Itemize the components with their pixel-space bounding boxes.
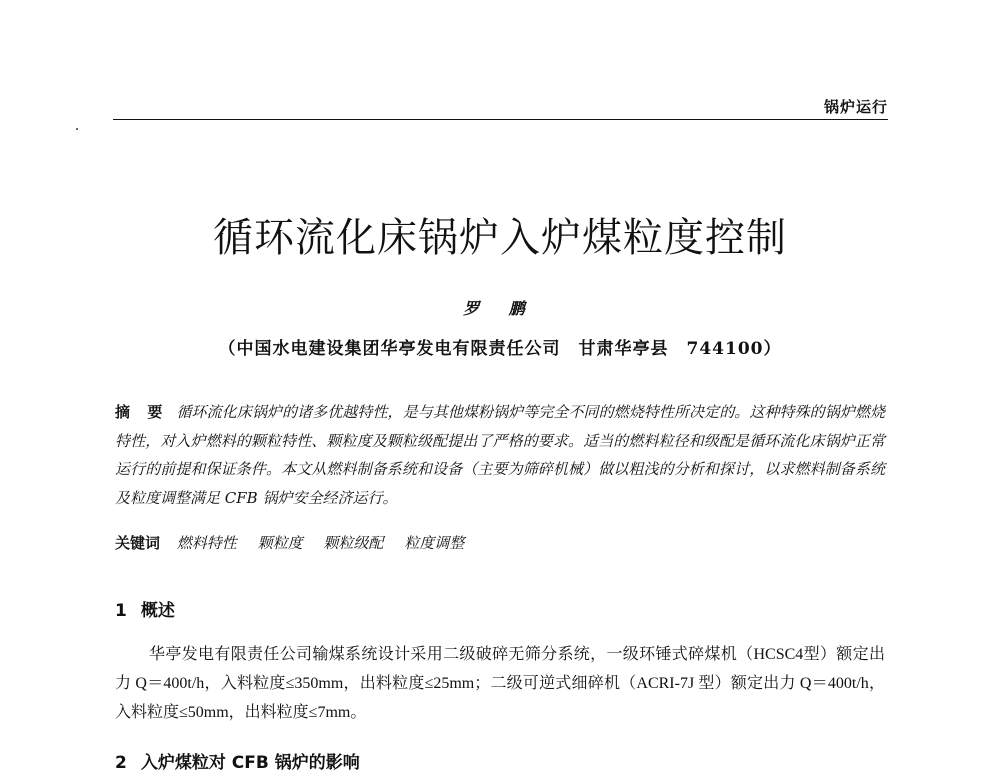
section-title: 概述 xyxy=(140,601,175,621)
keyword: 颗粒级配 xyxy=(323,534,384,552)
scan-speck xyxy=(76,128,78,130)
section-heading xyxy=(115,748,360,773)
section-title: 入炉煤粒对 CFB 锅炉的影响 xyxy=(140,753,360,773)
keywords xyxy=(115,530,480,556)
author-affiliation: （中国水电建设集团华亭发电有限责任公司 甘肃华亭县 744100） xyxy=(218,339,782,359)
author-name: 罗 鹏 xyxy=(463,299,537,318)
keywords-label: 关键词 xyxy=(115,534,161,552)
paper-title: 循环流化床锅炉入炉煤粒度控制 xyxy=(213,215,787,261)
body-paragraph: 华亭发电有限责任公司输煤系统设计采用二级破碎无筛分系统，一级环锤式碎煤机（HCSC4型）额定出力 Q＝400t/h，入料粒度≤350mm，出料粒度≤25mm；二级可逆式细碎机（ACRI-7J 型）额定出力 Q＝400t/h，入料粒度≤50mm，出料粒度≤7mm。 xyxy=(115,646,885,721)
section-number: 1 xyxy=(115,601,127,621)
running-head: 锅炉运行 xyxy=(823,98,888,116)
abstract-label: 摘 要 xyxy=(115,403,169,421)
keyword: 颗粒度 xyxy=(257,534,303,552)
section-heading xyxy=(115,596,175,621)
abstract xyxy=(115,398,885,512)
abstract-text: 循环流化床锅炉的诸多优越特性，是与其他煤粉锅炉等完全不同的燃烧特性所决定的。这种特殊的锅炉燃烧特性，对入炉燃料的颗粒特性、颗粒度及颗粒级配提出了严格的要求。适当的燃料粒径和级配是循环流化床锅炉正常运行的前提和保证条件。本文从燃料制备系统和设备（主要为筛碎机械）做以粗浅的分析和探讨，以求燃料制备系统及粒度调整满足 CFB 锅炉安全经济运行。 xyxy=(115,403,885,507)
header-rule xyxy=(113,119,888,120)
keyword: 粒度调整 xyxy=(404,534,465,552)
keyword: 燃料特性 xyxy=(176,534,237,552)
section-number: 2 xyxy=(115,753,127,773)
